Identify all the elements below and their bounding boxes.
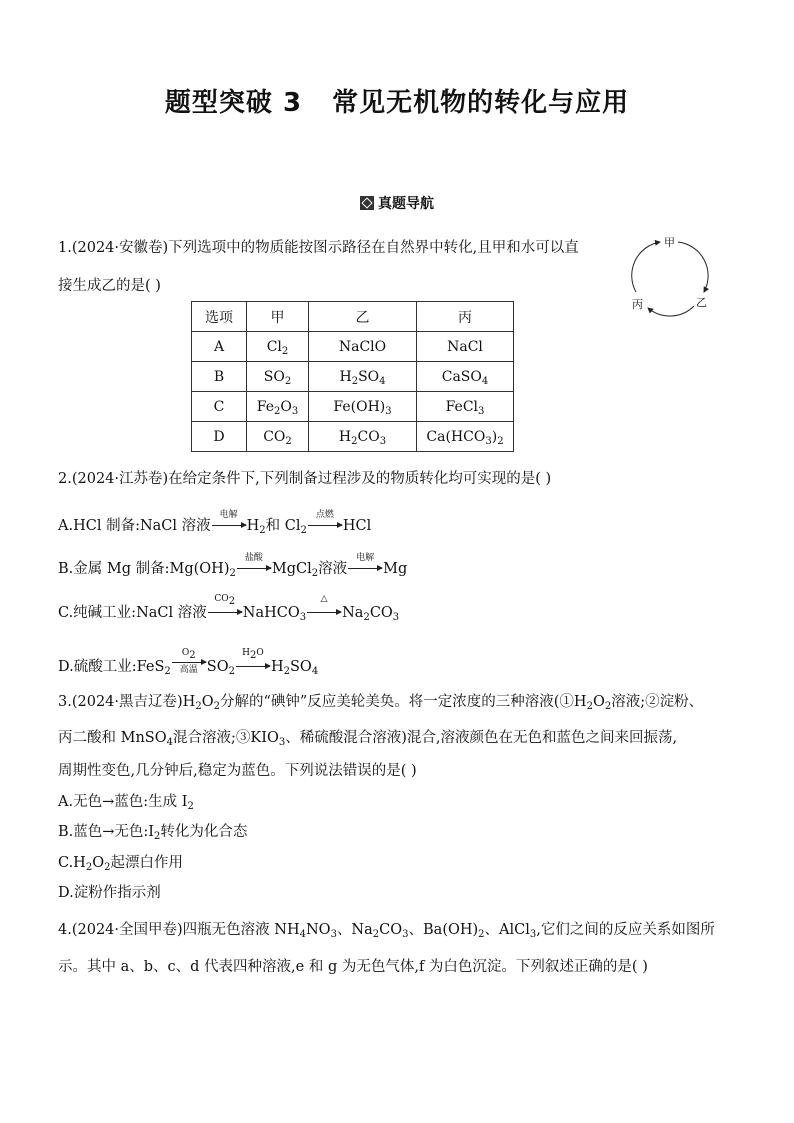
reaction-arrow bbox=[208, 594, 242, 617]
table-cell: FeCl$_3$ bbox=[417, 392, 514, 422]
q2-a-part-3: HCl bbox=[342, 518, 372, 534]
q2-option-a bbox=[58, 510, 372, 536]
table-header-row bbox=[192, 302, 514, 332]
table-cell: $H_2SO_4$ bbox=[309, 362, 417, 392]
q4-line-1: 4.(2024·全国甲卷)四瓶无色溶液 $NH_4NO_3$、$Na_2CO_3$、$Ba(OH)_2$、AlCl$_3$,它们之间的反应关系如图所 bbox=[58, 922, 715, 940]
arrow-condition: 点燃 bbox=[315, 510, 334, 520]
q2-option-c bbox=[58, 594, 400, 623]
arrow-condition: 电解 bbox=[356, 553, 375, 563]
reaction-arrow bbox=[172, 648, 206, 675]
table-header-cell: 选项 bbox=[192, 302, 247, 332]
q2-c-part-1: C.纯碱工业:NaCl 溶液 bbox=[58, 605, 207, 621]
table-cell: NaCl bbox=[417, 332, 514, 362]
section-header bbox=[0, 193, 794, 213]
q2-d-part-2: $SO_2$ bbox=[206, 659, 235, 677]
q2-option-b bbox=[58, 553, 408, 579]
arrow-condition: $H_2O$ bbox=[242, 648, 264, 661]
q2-d-part-1: D.硫酸工业:FeS$_2$ bbox=[58, 659, 171, 677]
q3-line-1: 3.(2024·黑吉辽卷)$H_2O_2$分解的“碘钟”反应美轮美奂。将一定浓度的三种溶液($①H_2O_2$溶液;②淀粉、 bbox=[58, 694, 704, 712]
table-header-cell: 甲 bbox=[247, 302, 309, 332]
table-cell: $Fe(OH)_3$ bbox=[309, 392, 417, 422]
q2-a-part-1: A.HCl 制备:NaCl 溶液 bbox=[58, 518, 211, 534]
table-header-cell: 丙 bbox=[417, 302, 514, 332]
table-row bbox=[192, 362, 514, 392]
cycle-node-a: 甲 bbox=[664, 236, 675, 249]
arrow-condition: 盐酸 bbox=[244, 553, 263, 563]
q3-line-3: 周期性变色,几分钟后,稳定为蓝色。下列说法错误的是( ) bbox=[58, 763, 417, 779]
table-cell: $CO_2$ bbox=[247, 422, 309, 452]
q2-d-part-3: $H_2SO_4$ bbox=[270, 659, 319, 677]
table-row bbox=[192, 332, 514, 362]
arrow-condition: $CO_2$ bbox=[214, 594, 236, 607]
table-cell: $Ca(HCO_3)_2$ bbox=[417, 422, 514, 452]
q2-b-part-1: B.金属 Mg 制备$:Mg(OH)_2$ bbox=[58, 561, 236, 579]
q2-option-d bbox=[58, 648, 319, 677]
q3-option-c: $C.H_2O_2$起漂白作用 bbox=[58, 855, 183, 873]
q2-c-part-2: NaHCO$_3$ bbox=[242, 605, 307, 623]
q1-line-2: 接生成乙的是( ) bbox=[58, 278, 161, 294]
table-cell: NaClO bbox=[309, 332, 417, 362]
q2-a-part-2: $H_2$和 $Cl_2$ bbox=[246, 518, 307, 536]
reaction-arrow bbox=[212, 510, 246, 530]
table-cell: C bbox=[192, 392, 247, 422]
arrow-condition: $O_2$ bbox=[181, 648, 196, 661]
arrow-condition: △ bbox=[320, 594, 328, 604]
page-title bbox=[0, 82, 794, 119]
table-cell: $Fe_2O_3$ bbox=[247, 392, 309, 422]
table-row bbox=[192, 392, 514, 422]
reaction-arrow bbox=[308, 510, 342, 530]
section-label: 真题导航 bbox=[378, 196, 434, 212]
q2-stem: 2.(2024·江苏卷)在给定条件下,下列制备过程涉及的物质转化均可实现的是( ) bbox=[58, 471, 552, 487]
table-cell: $Cl_2$ bbox=[247, 332, 309, 362]
title-prefix: 题型突破 3 bbox=[164, 88, 303, 118]
q3-option-b: B.蓝色→无色$:I_2$转化为化合态 bbox=[58, 824, 248, 842]
cycle-diagram bbox=[628, 234, 714, 320]
table-cell: $SO_2$ bbox=[247, 362, 309, 392]
q4-line-2: 示。其中 a、b、c、d 代表四种溶液,e 和 g 为无色气体,f 为白色沉淀。下列叙述正确的是( ) bbox=[58, 959, 648, 975]
arrow-condition: 电解 bbox=[219, 510, 238, 520]
q2-b-part-3: Mg bbox=[383, 561, 408, 577]
q3-line-2: 丙二酸和 MnSO$_4$混合溶液$;③KIO_3$、稀硫酸混合溶液)混合,溶液颜色在无色和蓝色之间来回振荡, bbox=[58, 730, 678, 748]
reaction-arrow bbox=[236, 648, 270, 671]
q1-line-1: 1.(2024·安徽卷)下列选项中的物质能按图示路径在自然界中转化,且甲和水可以直 bbox=[58, 240, 579, 256]
title-main: 常见无机物的转化与应用 bbox=[332, 88, 630, 118]
cycle-node-b: 乙 bbox=[696, 296, 707, 309]
reaction-arrow bbox=[348, 553, 382, 573]
table-header-cell: 乙 bbox=[309, 302, 417, 332]
table-cell: D bbox=[192, 422, 247, 452]
q3-option-d: D.淀粉作指示剂 bbox=[58, 885, 161, 901]
table-cell: CaSO$_4$ bbox=[417, 362, 514, 392]
q2-b-part-2: MgCl$_2$溶液 bbox=[271, 561, 348, 579]
table-cell: A bbox=[192, 332, 247, 362]
arrow-condition-bottom: 高温 bbox=[179, 665, 198, 675]
cycle-node-c: 丙 bbox=[632, 298, 643, 311]
table-cell: B bbox=[192, 362, 247, 392]
reaction-arrow bbox=[307, 594, 341, 617]
reaction-arrow bbox=[237, 553, 271, 573]
q3-option-a: A.无色→蓝色:生成 $I_2$ bbox=[58, 794, 194, 812]
q2-c-part-3: $Na_2CO_3$ bbox=[342, 605, 400, 623]
diamond-icon bbox=[360, 196, 374, 210]
q1-options-table bbox=[191, 301, 514, 452]
table-cell: $H_2CO_3$ bbox=[309, 422, 417, 452]
table-row bbox=[192, 422, 514, 452]
